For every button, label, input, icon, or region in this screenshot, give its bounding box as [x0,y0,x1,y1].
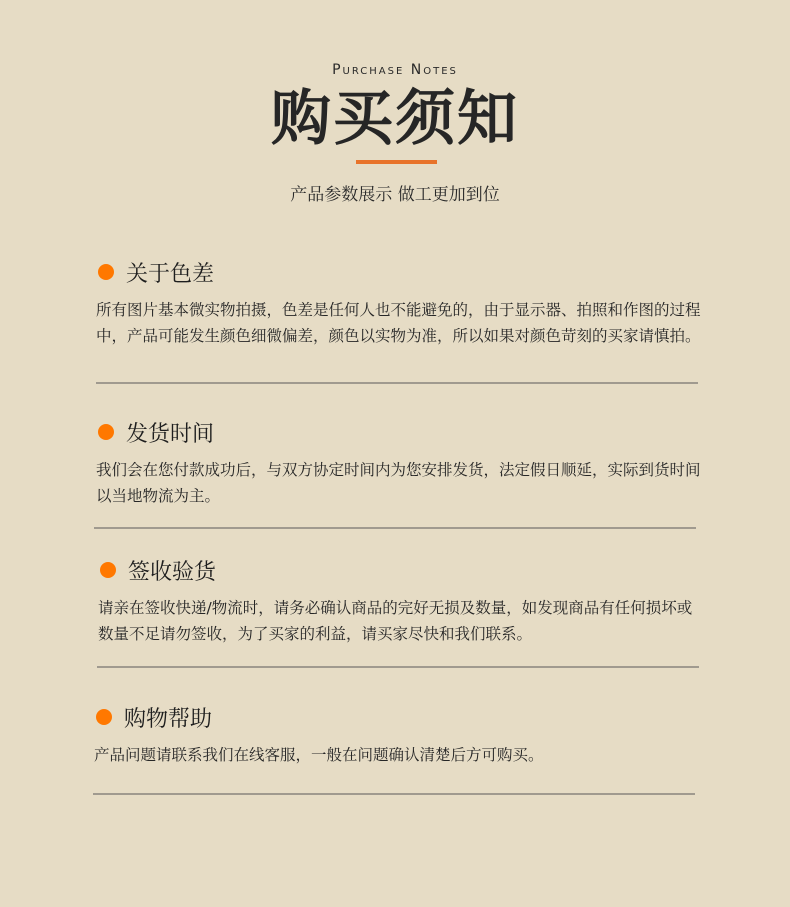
bullet-dot-icon [98,264,114,280]
title-underline [356,160,437,164]
divider [93,793,695,795]
section-shopping-help [94,702,704,768]
subtitle-english: Purchase Notes [332,62,458,78]
divider [96,382,698,384]
tagline: 产品参数展示 做工更加到位 [290,185,500,205]
bullet-dot-icon [96,709,112,725]
section-title: 关于色差 [126,261,215,287]
section-body: 我们会在您付款成功后，与双方协定时间内为您安排发货，法定假日顺延，实际到货时间以当地物流为主。 [96,461,701,505]
divider [97,666,699,668]
section-color-difference [96,257,706,349]
section-body: 所有图片基本微实物拍摄，色差是任何人也不能避免的，由于显示器、拍照和作图的过程中，产品可能发生颜色细微偏差，颜色以实物为准，所以如果对颜色苛刻的买家请慎拍。 [96,301,701,345]
section-body: 请亲在签收快递/物流时，请务必确认商品的完好无损及数量，如发现商品有任何损坏或数量不足请勿签收，为了买家的利益，请买家尽快和我们联系。 [98,599,693,643]
bullet-dot-icon [100,562,116,578]
section-title: 发货时间 [126,421,215,447]
section-header [96,257,706,287]
section-header [96,417,706,447]
divider [94,527,696,529]
section-title: 签收验货 [128,559,217,585]
section-header [94,702,704,732]
section-body: 产品问题请联系我们在线客服，一般在问题确认清楚后方可购买。 [94,746,544,764]
section-header [98,555,708,585]
bullet-dot-icon [98,424,114,440]
section-receipt-inspection [98,555,708,647]
section-shipping-time [96,417,706,509]
section-title: 购物帮助 [124,706,213,732]
page-title: 购买须知 [271,84,519,154]
